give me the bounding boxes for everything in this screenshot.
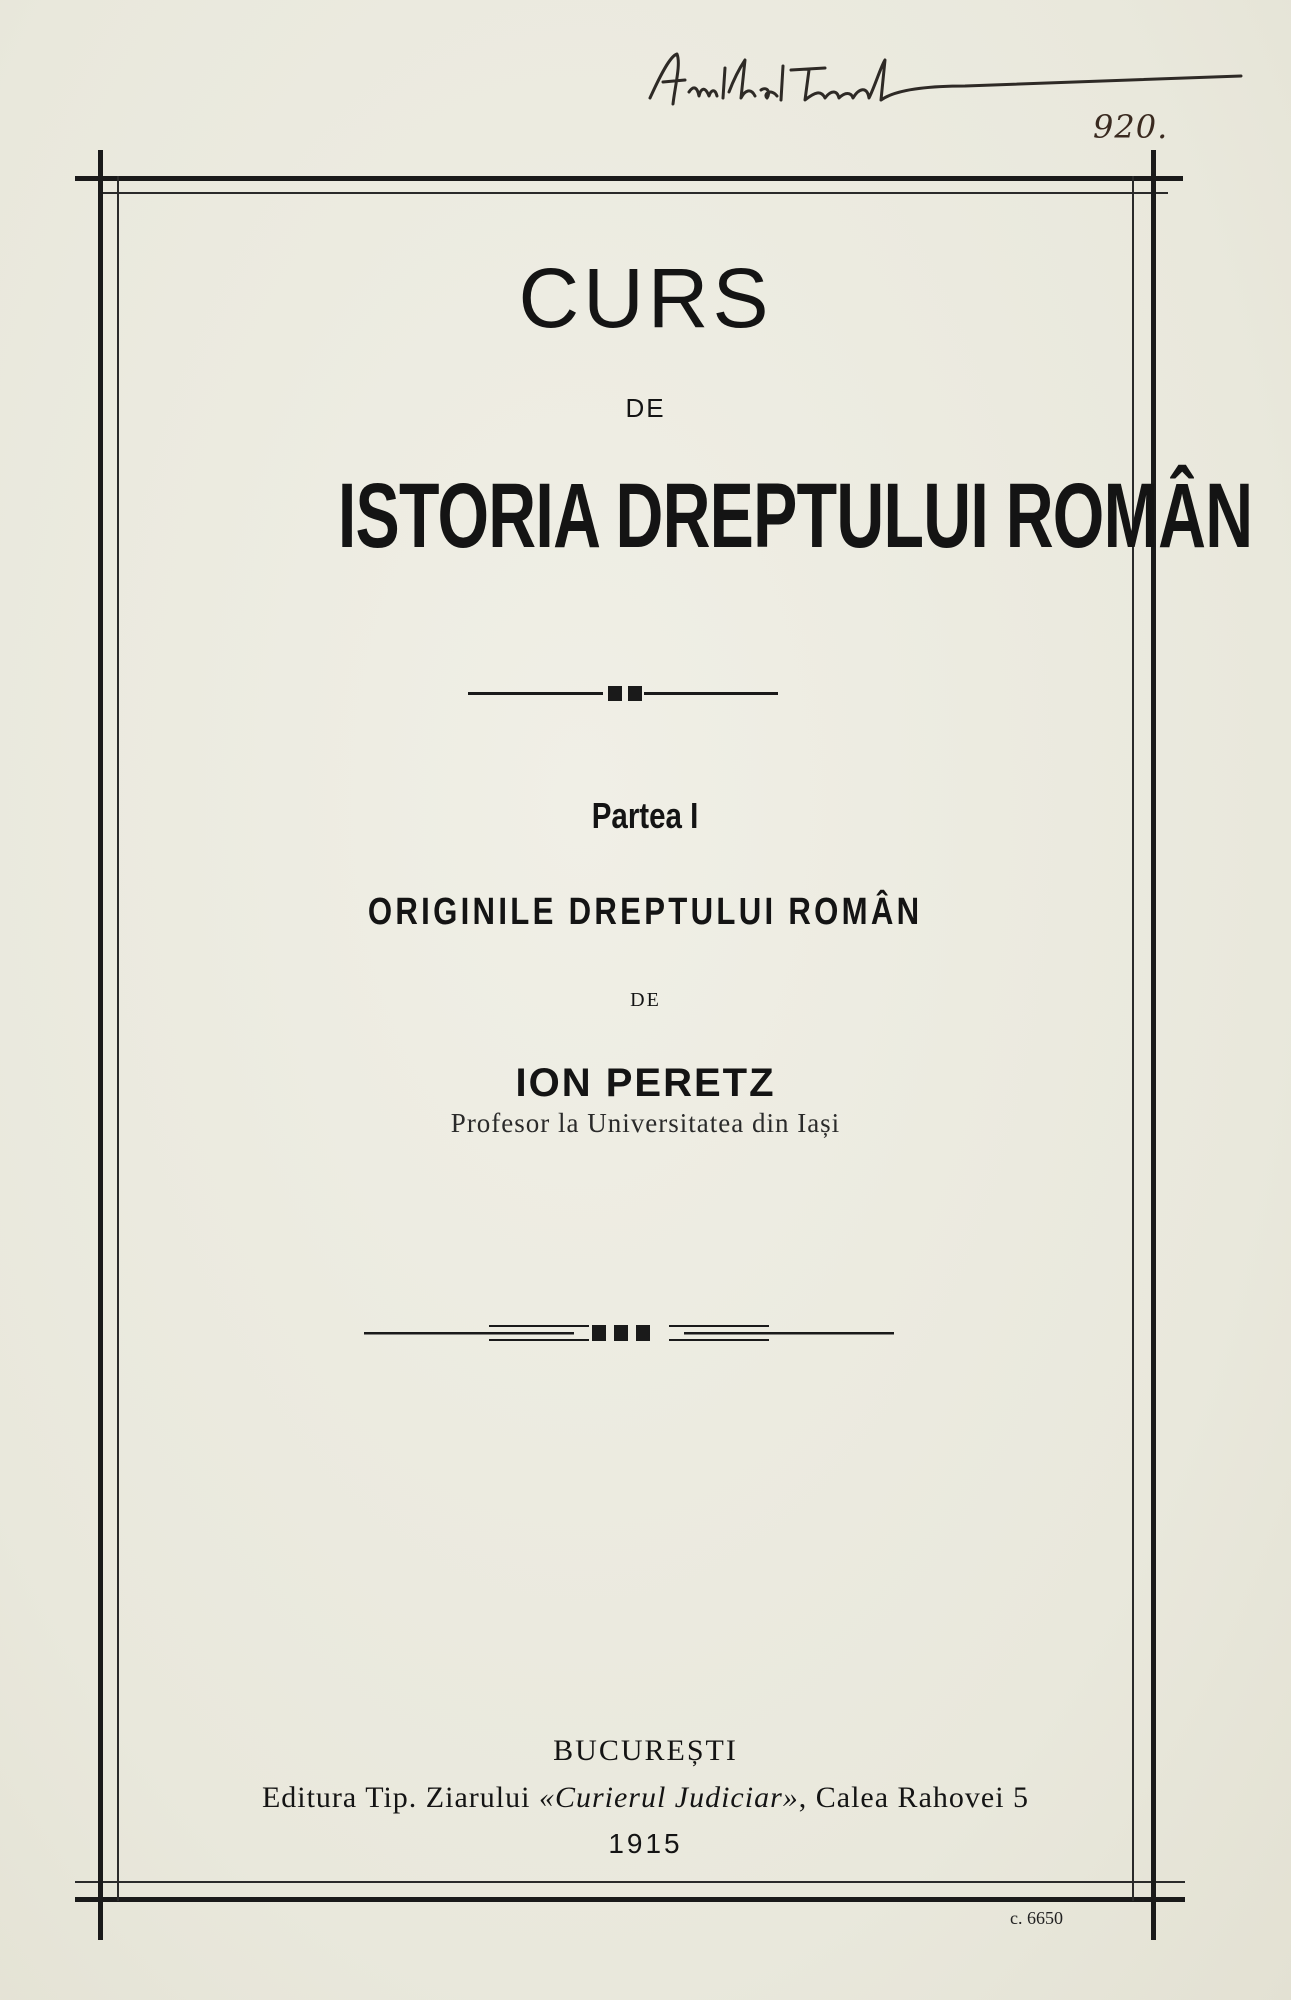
frame-right-inner: [1132, 176, 1134, 1901]
frame-bottom-outer: [75, 1897, 1185, 1902]
title-de: DE: [625, 393, 666, 423]
main-title: [160, 465, 1253, 567]
catalog-number: c. 6650: [1010, 1908, 1063, 1928]
title-curs: CURS: [518, 251, 773, 345]
handwritten-number: 920.: [1093, 108, 1169, 146]
frame-bottom-inner: [75, 1881, 1185, 1883]
frame-top-outer: [75, 176, 1183, 181]
publisher-prefix: Editura Tip. Ziarului: [261, 1781, 539, 1814]
part-subtitle: [0, 893, 1291, 931]
author-by: DE: [630, 989, 661, 1011]
part-label: [0, 795, 1291, 836]
author-role: Profesor la Universitatea din Iași: [450, 1108, 841, 1138]
frame-top-inner: [98, 192, 1168, 194]
publisher-name: «Curierul Judiciar»: [538, 1781, 799, 1814]
author-name: ION PERETZ: [515, 1061, 776, 1105]
part-label-text: Partea I: [592, 795, 699, 836]
publisher-suffix: , Calea Rahovei 5: [798, 1781, 1030, 1814]
part-subtitle-text: ORIGINILE DREPTULUI ROMÂN: [368, 891, 923, 933]
imprint-year: 1915: [608, 1828, 683, 1859]
imprint-publisher: [0, 1783, 1291, 1813]
main-title-text: ISTORIA DREPTULUI ROMÂN: [337, 465, 1253, 567]
frame-left-inner: [117, 176, 119, 1901]
ornament-divider-top: [468, 682, 778, 706]
imprint-city: BUCUREȘTI: [553, 1734, 738, 1767]
ornament-divider-bottom: [364, 1320, 894, 1346]
